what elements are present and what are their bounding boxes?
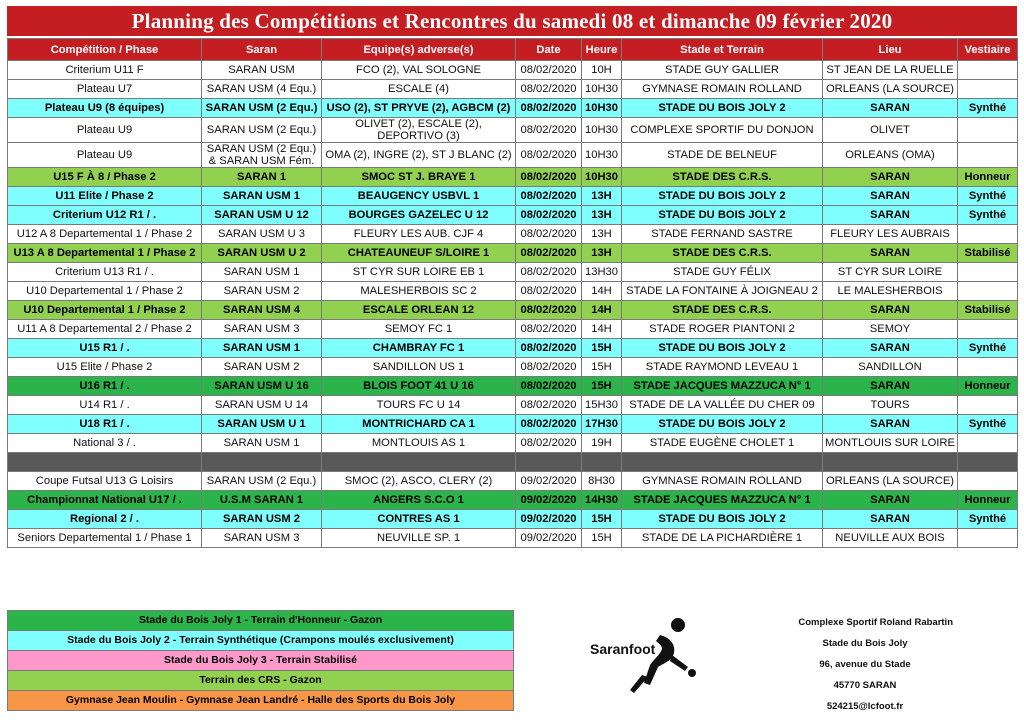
address-line: Stade du Bois Joly xyxy=(822,638,908,649)
cell-stadium xyxy=(622,453,823,472)
address-line: 96, avenue du Stade xyxy=(819,659,911,670)
table-row xyxy=(8,491,1018,510)
cell-opponents: USO (2), ST PRYVE (2), AGBCM (2) xyxy=(322,99,516,118)
cell-time: 10H30 xyxy=(582,99,622,118)
cell-opponents: OMA (2), INGRE (2), ST J BLANC (2) xyxy=(322,143,516,168)
cell-locker xyxy=(958,396,1018,415)
cell-location: SARAN xyxy=(823,301,958,320)
cell-time xyxy=(582,453,622,472)
table-row xyxy=(8,472,1018,491)
cell-stadium: STADE EUGÈNE CHOLET 1 xyxy=(622,434,823,453)
cell-time: 15H xyxy=(582,358,622,377)
cell-opponents: SANDILLON US 1 xyxy=(322,358,516,377)
cell-locker: Stabilisé xyxy=(958,301,1018,320)
cell-date: 08/02/2020 xyxy=(516,61,582,80)
cell-locker xyxy=(958,434,1018,453)
cell-competition: U16 R1 / . xyxy=(8,377,202,396)
table-row xyxy=(8,301,1018,320)
cell-saran: SARAN USM (2 Equ.) xyxy=(202,118,322,143)
player-icon xyxy=(590,615,700,700)
cell-opponents: BLOIS FOOT 41 U 16 xyxy=(322,377,516,396)
cell-time: 15H30 xyxy=(582,396,622,415)
table-row xyxy=(8,434,1018,453)
cell-competition: Criterium U11 F xyxy=(8,61,202,80)
table-row xyxy=(8,358,1018,377)
cell-location: TOURS xyxy=(823,396,958,415)
cell-stadium: GYMNASE ROMAIN ROLLAND xyxy=(622,472,823,491)
cell-time: 10H30 xyxy=(582,143,622,168)
cell-location: ST CYR SUR LOIRE xyxy=(823,263,958,282)
cell-stadium: STADE DU BOIS JOLY 2 xyxy=(622,510,823,529)
cell-saran: SARAN USM 2 xyxy=(202,358,322,377)
cell-opponents: OLIVET (2), ESCALE (2), DEPORTIVO (3) xyxy=(322,118,516,143)
address-line: 524215@lcfoot.fr xyxy=(826,701,904,712)
cell-stadium: STADE JACQUES MAZZUCA N° 1 xyxy=(622,491,823,510)
cell-time: 13H xyxy=(582,225,622,244)
cell-competition: Plateau U9 (8 équipes) xyxy=(8,99,202,118)
cell-locker: Synthé xyxy=(958,99,1018,118)
cell-stadium: STADE DU BOIS JOLY 2 xyxy=(622,187,823,206)
cell-locker: Honneur xyxy=(958,168,1018,187)
cell-opponents: BOURGES GAZELEC U 12 xyxy=(322,206,516,225)
cell-date: 08/02/2020 xyxy=(516,301,582,320)
cell-opponents: SMOC (2), ASCO, CLERY (2) xyxy=(322,472,516,491)
cell-saran: SARAN USM 3 xyxy=(202,529,322,548)
legend-item: Gymnase Jean Moulin - Gymnase Jean Landré - Halle des Sports du Bois Joly xyxy=(7,691,514,711)
cell-time: 10H30 xyxy=(582,80,622,99)
cell-location: SARAN xyxy=(823,510,958,529)
cell-date: 08/02/2020 xyxy=(516,168,582,187)
cell-stadium: COMPLEXE SPORTIF DU DONJON xyxy=(622,118,823,143)
cell-date: 08/02/2020 xyxy=(516,377,582,396)
cell-locker: Synthé xyxy=(958,339,1018,358)
cell-time: 15H xyxy=(582,529,622,548)
address-block xyxy=(765,612,965,717)
cell-stadium: STADE DE LA PICHARDIÈRE 1 xyxy=(622,529,823,548)
table-row xyxy=(8,168,1018,187)
table-row xyxy=(8,225,1018,244)
header-competition: Compétition / Phase xyxy=(8,39,202,61)
cell-time: 13H xyxy=(582,206,622,225)
cell-locker: Synthé xyxy=(958,415,1018,434)
cell-opponents: MONTLOUIS AS 1 xyxy=(322,434,516,453)
header-time: Heure xyxy=(582,39,622,61)
cell-saran: SARAN USM 2 xyxy=(202,510,322,529)
table-row xyxy=(8,415,1018,434)
cell-competition: Seniors Departemental 1 / Phase 1 xyxy=(8,529,202,548)
cell-competition: U11 A 8 Departemental 2 / Phase 2 xyxy=(8,320,202,339)
cell-date: 08/02/2020 xyxy=(516,358,582,377)
cell-location: SARAN xyxy=(823,415,958,434)
cell-time: 17H30 xyxy=(582,415,622,434)
cell-locker xyxy=(958,80,1018,99)
cell-date: 08/02/2020 xyxy=(516,339,582,358)
cell-location: NEUVILLE AUX BOIS xyxy=(823,529,958,548)
cell-location: SANDILLON xyxy=(823,358,958,377)
header-locker: Vestiaire xyxy=(958,39,1018,61)
cell-time: 19H xyxy=(582,434,622,453)
cell-time: 14H xyxy=(582,320,622,339)
cell-opponents: MONTRICHARD CA 1 xyxy=(322,415,516,434)
cell-location: LE MALESHERBOIS xyxy=(823,282,958,301)
cell-opponents: CHATEAUNEUF S/LOIRE 1 xyxy=(322,244,516,263)
cell-locker xyxy=(958,529,1018,548)
cell-location: ORLEANS (LA SOURCE) xyxy=(823,80,958,99)
cell-competition: U11 Elite / Phase 2 xyxy=(8,187,202,206)
table-row xyxy=(8,320,1018,339)
cell-location: SEMOY xyxy=(823,320,958,339)
cell-saran: SARAN USM 1 xyxy=(202,434,322,453)
cell-locker xyxy=(958,320,1018,339)
cell-saran: SARAN USM (2 Equ.) xyxy=(202,99,322,118)
table-row xyxy=(8,61,1018,80)
cell-stadium: STADE DES C.R.S. xyxy=(622,301,823,320)
cell-opponents: ESCALE ORLEAN 12 xyxy=(322,301,516,320)
cell-location: FLEURY LES AUBRAIS xyxy=(823,225,958,244)
cell-stadium: STADE LA FONTAINE À JOIGNEAU 2 xyxy=(622,282,823,301)
cell-competition: Championnat National U17 / . xyxy=(8,491,202,510)
cell-time: 10H30 xyxy=(582,168,622,187)
cell-date: 08/02/2020 xyxy=(516,282,582,301)
cell-time: 13H30 xyxy=(582,263,622,282)
header-opponents: Equipe(s) adverse(s) xyxy=(322,39,516,61)
cell-location: SARAN xyxy=(823,377,958,396)
cell-competition: Plateau U9 xyxy=(8,143,202,168)
cell-time: 13H xyxy=(582,244,622,263)
cell-competition: U15 F À 8 / Phase 2 xyxy=(8,168,202,187)
cell-date: 08/02/2020 xyxy=(516,415,582,434)
cell-competition: U18 R1 / . xyxy=(8,415,202,434)
legend-item: Terrain des CRS - Gazon xyxy=(7,671,514,691)
cell-competition: U13 A 8 Departemental 1 / Phase 2 xyxy=(8,244,202,263)
cell-opponents: MALESHERBOIS SC 2 xyxy=(322,282,516,301)
cell-date: 08/02/2020 xyxy=(516,263,582,282)
table-row xyxy=(8,529,1018,548)
cell-opponents: FCO (2), VAL SOLOGNE xyxy=(322,61,516,80)
cell-location xyxy=(823,453,958,472)
cell-stadium: STADE DU BOIS JOLY 2 xyxy=(622,415,823,434)
cell-saran: SARAN USM U 12 xyxy=(202,206,322,225)
cell-opponents: TOURS FC U 14 xyxy=(322,396,516,415)
legend-item: Stade du Bois Joly 1 - Terrain d'Honneur - Gazon xyxy=(7,610,514,631)
cell-location: SARAN xyxy=(823,187,958,206)
legend-item: Stade du Bois Joly 3 - Terrain Stabilisé xyxy=(7,651,514,671)
cell-time: 10H xyxy=(582,61,622,80)
cell-stadium: STADE GUY FÉLIX xyxy=(622,263,823,282)
cell-date: 08/02/2020 xyxy=(516,434,582,453)
cell-saran: SARAN USM 1 xyxy=(202,263,322,282)
cell-date: 08/02/2020 xyxy=(516,244,582,263)
cell-opponents: NEUVILLE SP. 1 xyxy=(322,529,516,548)
cell-opponents xyxy=(322,453,516,472)
table-row xyxy=(8,99,1018,118)
cell-stadium: STADE DU BOIS JOLY 2 xyxy=(622,206,823,225)
cell-opponents: CONTRES AS 1 xyxy=(322,510,516,529)
cell-stadium: STADE DE LA VALLÉE DU CHER 09 xyxy=(622,396,823,415)
cell-location: ORLEANS (LA SOURCE) xyxy=(823,472,958,491)
cell-saran: SARAN 1 xyxy=(202,168,322,187)
cell-opponents: ESCALE (4) xyxy=(322,80,516,99)
cell-saran: SARAN USM U 2 xyxy=(202,244,322,263)
cell-stadium: STADE GUY GALLIER xyxy=(622,61,823,80)
cell-locker: Stabilisé xyxy=(958,244,1018,263)
cell-date: 08/02/2020 xyxy=(516,118,582,143)
cell-time: 8H30 xyxy=(582,472,622,491)
cell-stadium: STADE FERNAND SASTRE xyxy=(622,225,823,244)
header-row xyxy=(8,39,1018,61)
schedule-table xyxy=(7,38,1018,548)
header-saran: Saran xyxy=(202,39,322,61)
cell-competition: U10 Departemental 1 / Phase 2 xyxy=(8,301,202,320)
table-row xyxy=(8,339,1018,358)
cell-locker xyxy=(958,263,1018,282)
cell-locker xyxy=(958,453,1018,472)
cell-location: SARAN xyxy=(823,99,958,118)
cell-date: 08/02/2020 xyxy=(516,206,582,225)
cell-competition: Plateau U7 xyxy=(8,80,202,99)
cell-locker xyxy=(958,472,1018,491)
cell-competition: Plateau U9 xyxy=(8,118,202,143)
cell-competition: U14 R1 / . xyxy=(8,396,202,415)
cell-date: 08/02/2020 xyxy=(516,187,582,206)
cell-saran: SARAN USM (2 Equ.) & SARAN USM Fém. xyxy=(202,143,322,168)
cell-date: 09/02/2020 xyxy=(516,472,582,491)
cell-saran: SARAN USM xyxy=(202,61,322,80)
cell-location: SARAN xyxy=(823,491,958,510)
cell-competition: Regional 2 / . xyxy=(8,510,202,529)
cell-saran: SARAN USM U 16 xyxy=(202,377,322,396)
table-row xyxy=(8,118,1018,143)
cell-stadium: STADE ROGER PIANTONI 2 xyxy=(622,320,823,339)
cell-competition: Criterium U12 R1 / . xyxy=(8,206,202,225)
cell-location: ORLEANS (OMA) xyxy=(823,143,958,168)
cell-stadium: STADE DU BOIS JOLY 2 xyxy=(622,99,823,118)
table-row xyxy=(8,282,1018,301)
cell-opponents: FLEURY LES AUB. CJF 4 xyxy=(322,225,516,244)
cell-competition xyxy=(8,453,202,472)
cell-opponents: ANGERS S.C.O 1 xyxy=(322,491,516,510)
saranfoot-logo xyxy=(590,615,700,700)
cell-locker: Synthé xyxy=(958,510,1018,529)
cell-competition: U15 R1 / . xyxy=(8,339,202,358)
legend-item: Stade du Bois Joly 2 - Terrain Synthétique (Crampons moulés exclusivement) xyxy=(7,631,514,651)
cell-date: 08/02/2020 xyxy=(516,225,582,244)
cell-location: OLIVET xyxy=(823,118,958,143)
cell-locker xyxy=(958,358,1018,377)
cell-locker xyxy=(958,282,1018,301)
cell-locker: Honneur xyxy=(958,377,1018,396)
cell-date: 08/02/2020 xyxy=(516,320,582,339)
cell-location: SARAN xyxy=(823,168,958,187)
cell-opponents: SEMOY FC 1 xyxy=(322,320,516,339)
cell-saran: SARAN USM 4 xyxy=(202,301,322,320)
cell-competition: National 3 / . xyxy=(8,434,202,453)
cell-saran: SARAN USM (2 Equ.) xyxy=(202,472,322,491)
cell-time: 15H xyxy=(582,510,622,529)
cell-opponents: ST CYR SUR LOIRE EB 1 xyxy=(322,263,516,282)
cell-date: 08/02/2020 xyxy=(516,396,582,415)
cell-competition: Coupe Futsal U13 G Loisirs xyxy=(8,472,202,491)
cell-stadium: STADE DE BELNEUF xyxy=(622,143,823,168)
table-row xyxy=(8,143,1018,168)
cell-date: 09/02/2020 xyxy=(516,491,582,510)
header-date: Date xyxy=(516,39,582,61)
cell-location: MONTLOUIS SUR LOIRE xyxy=(823,434,958,453)
table-row xyxy=(8,377,1018,396)
cell-stadium: GYMNASE ROMAIN ROLLAND xyxy=(622,80,823,99)
table-row xyxy=(8,206,1018,225)
cell-competition: U10 Departemental 1 / Phase 2 xyxy=(8,282,202,301)
cell-saran: U.S.M SARAN 1 xyxy=(202,491,322,510)
cell-saran: SARAN USM 3 xyxy=(202,320,322,339)
cell-competition: U12 A 8 Departemental 1 / Phase 2 xyxy=(8,225,202,244)
cell-locker: Honneur xyxy=(958,491,1018,510)
cell-saran: SARAN USM U 3 xyxy=(202,225,322,244)
cell-saran: SARAN USM 1 xyxy=(202,187,322,206)
separator-row xyxy=(8,453,1018,472)
legend xyxy=(7,610,514,711)
cell-locker xyxy=(958,143,1018,168)
table-row xyxy=(8,510,1018,529)
cell-time: 15H xyxy=(582,377,622,396)
cell-locker xyxy=(958,61,1018,80)
cell-stadium: STADE RAYMOND LEVEAU 1 xyxy=(622,358,823,377)
cell-time: 14H xyxy=(582,282,622,301)
table-row xyxy=(8,263,1018,282)
cell-date: 08/02/2020 xyxy=(516,99,582,118)
cell-location: SARAN xyxy=(823,206,958,225)
cell-stadium: STADE DU BOIS JOLY 2 xyxy=(622,339,823,358)
address-line: Complexe Sportif Roland Rabartin xyxy=(798,617,953,628)
table-row xyxy=(8,80,1018,99)
cell-time: 14H xyxy=(582,301,622,320)
cell-locker: Synthé xyxy=(958,187,1018,206)
address-line: 45770 SARAN xyxy=(833,680,897,691)
cell-stadium: STADE DES C.R.S. xyxy=(622,244,823,263)
cell-time: 13H xyxy=(582,187,622,206)
page-title: Planning des Compétitions et Rencontres du samedi 08 et dimanche 09 février 2020 xyxy=(7,6,1017,36)
cell-opponents: BEAUGENCY USBVL 1 xyxy=(322,187,516,206)
cell-locker xyxy=(958,225,1018,244)
logo-text: Saranfoot xyxy=(590,641,656,657)
cell-saran: SARAN USM 2 xyxy=(202,282,322,301)
cell-date: 08/02/2020 xyxy=(516,80,582,99)
cell-saran: SARAN USM 1 xyxy=(202,339,322,358)
table-row xyxy=(8,396,1018,415)
cell-date xyxy=(516,453,582,472)
cell-opponents: CHAMBRAY FC 1 xyxy=(322,339,516,358)
cell-time: 10H30 xyxy=(582,118,622,143)
header-stadium: Stade et Terrain xyxy=(622,39,823,61)
cell-time: 14H30 xyxy=(582,491,622,510)
cell-saran: SARAN USM (4 Equ.) xyxy=(202,80,322,99)
cell-opponents: SMOC ST J. BRAYE 1 xyxy=(322,168,516,187)
cell-saran xyxy=(202,453,322,472)
cell-locker xyxy=(958,118,1018,143)
cell-saran: SARAN USM U 14 xyxy=(202,396,322,415)
cell-stadium: STADE JACQUES MAZZUCA N° 1 xyxy=(622,377,823,396)
table-row xyxy=(8,244,1018,263)
cell-date: 09/02/2020 xyxy=(516,529,582,548)
cell-competition: Criterium U13 R1 / . xyxy=(8,263,202,282)
cell-date: 08/02/2020 xyxy=(516,143,582,168)
cell-location: ST JEAN DE LA RUELLE xyxy=(823,61,958,80)
cell-location: SARAN xyxy=(823,339,958,358)
cell-competition: U15 Elite / Phase 2 xyxy=(8,358,202,377)
cell-time: 15H xyxy=(582,339,622,358)
cell-location: SARAN xyxy=(823,244,958,263)
table-row xyxy=(8,187,1018,206)
cell-date: 09/02/2020 xyxy=(516,510,582,529)
cell-saran: SARAN USM U 1 xyxy=(202,415,322,434)
cell-stadium: STADE DES C.R.S. xyxy=(622,168,823,187)
header-location: Lieu xyxy=(823,39,958,61)
cell-locker: Synthé xyxy=(958,206,1018,225)
